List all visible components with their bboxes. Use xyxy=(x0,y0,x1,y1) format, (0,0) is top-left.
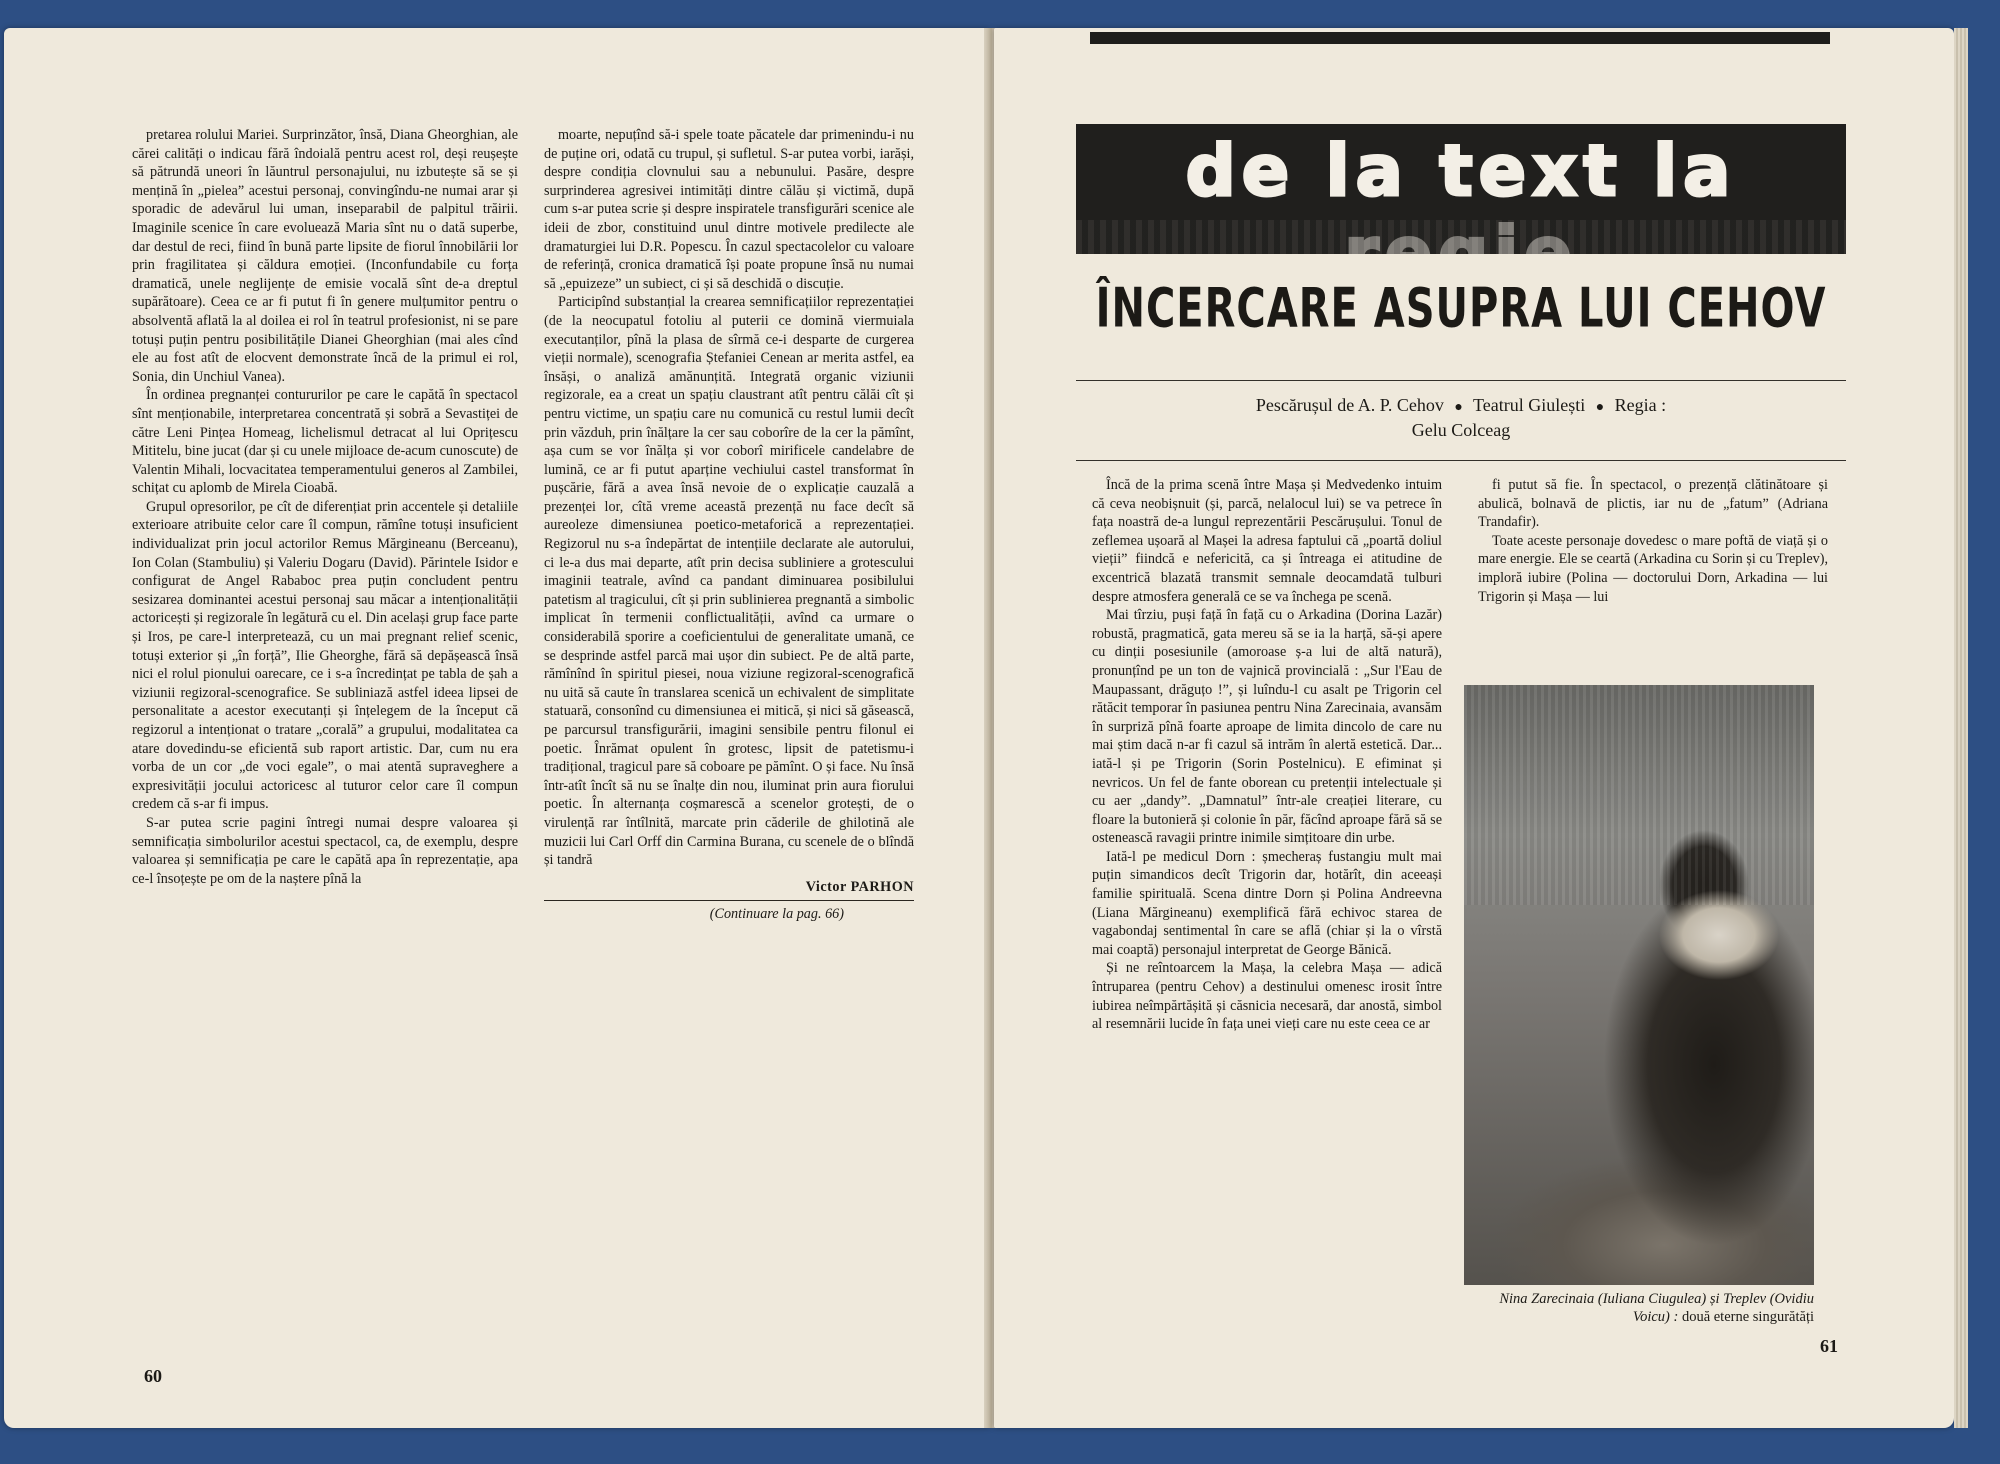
stage-photo xyxy=(1464,685,1814,1285)
paragraph: În ordinea pregnanței contururilor pe care le capătă în spectacol sînt menționabile, interpretarea concentrată și sobră a Sevastiței de către Leni Pințea Homeag, lichelismul detracat al lui Oprițescu Mititelu, bine jucat (dar și cu unele mijloace de-acum cunoscute) de Valentin Mihali, locvacitatea temperamentului generos al Zambilei, schițat cu aplomb de Mirela Cioabă. xyxy=(132,387,518,497)
credits-theatre: Teatrul Giulești xyxy=(1472,395,1586,415)
right-page xyxy=(994,28,1954,1428)
credits-play: Pescărușul de A. P. Cehov xyxy=(1255,395,1444,415)
credits-rule-bottom xyxy=(1076,460,1846,461)
bullet-icon: ● xyxy=(1454,400,1463,415)
bullet-icon: ● xyxy=(1595,400,1605,415)
book-cover-top xyxy=(0,0,2000,28)
paragraph: fi putut să fie. În spectacol, o prezență clătinătoare și abulică, bolnavă de plictis, iar nu de „fatum” (Adriana Trandafir). xyxy=(1478,477,1828,531)
right-column-1 xyxy=(1092,476,1442,1328)
left-page xyxy=(4,28,990,1428)
signature-rule xyxy=(544,900,914,901)
photo-caption xyxy=(1464,1290,1814,1326)
banner-texture xyxy=(1076,220,1846,254)
right-column-2 xyxy=(1478,476,1828,676)
paragraph: moarte, nepuțînd să-i spele toate păcatele dar primenindu-i nu de puține ori, odată cu trupul, și sufletul. S-ar putea vorbi, iarăși, despre condiția clovnului sau a nebunului. Pasăre, despre surprinderea agresivei intimități dintre călău și victimă, după cum s-ar putea scrie și despre inspiratele transfigurări scenice ale ideii de zbor, constituind unul dintre motivele predilecte ale dramaturgiei lui D.R. Popescu. În cazul spectacolelor cu valoare de referință, cronica dramatică își poate propune însă nu numai să „epuizeze” un subiect, ci și să deschidă o discuție. xyxy=(544,127,914,292)
page-number-left: 60 xyxy=(144,1366,162,1386)
paragraph: Și ne reîntoarcem la Mașa, la celebra Mașa — adică întruparea (pentru Cehov) a destinului omenesc irosit între iubirea neîmpărtășită și căsnicia necesară, dar anostă, simbol al resemnării lucide în fața unei vieți care nu este ceea ce ar xyxy=(1092,960,1442,1033)
author-signature: Victor PARHON xyxy=(805,878,914,895)
article-headline: ÎNCERCARE ASUPRA LUI CEHOV xyxy=(1095,278,1827,341)
banner-title: de la text la xyxy=(1185,130,1737,212)
top-rule xyxy=(1090,32,1830,44)
paragraph: Iată-l pe medicul Dorn : șmecheraș fustangiu mult mai puțin simandicos decît Trigorin dar, hotărît, din aceeași familie spirituală. Scena dintre Dorn și Polina Andreevna (Liana Mărgineanu) exemplifică fără echivoc starea de vagabondaj sentimental în care se află (chiar și la o vîrstă mai coaptă) personajul interpretat de George Bănică. xyxy=(1092,848,1442,958)
credits-director: Gelu Colceag xyxy=(1411,420,1511,440)
left-column-2 xyxy=(544,126,914,1396)
paragraph: Participînd substanțial la crearea semnificațiilor reprezentației (de la neocupatul fotoliu al puterii ce domină viermuiala executanților, pînă la plasa de sîrmă ce-i desparte de curgerea vieții normale), scenografia Ștefaniei Cenean ar merita astfel, ea însăși, o analiză amănunțită. Integrată organic viziunii regizorale, ea a creat un spațiu claustrant atît pentru călăi cît și pentru victime, un spațiu care nu comunică cu restul lumii decît prin văzduh, prin înălțare la cer sau coborîre de la cer la pămînt, așa cum se vor înălța și vor coborî mirificele candelabre de lumină, ce ar fi putut aparține vechiului castel transformat în pușcărie, fără a avea însă nevoie de o explicație cauzală a prezenței lor, cîtă vreme această prezență nu face decît să aureoleze dimensiunea poetico-metaforică a reprezentației. Regizorul nu s-a îndepărtat de intențiile declarate ale autorului, ci le-a dus mai departe, atît prin decisa subliniere a grotescului imaginii teatrale, avînd ca pandant diminuarea posibilului patetism al tragicului, cît și prin sublinierea pregnantă a simbolic implicat în termenii conflictualității, avînd ca urmare o considerabilă sporire a coeficientului de generalitate umană, ce se desprinde astfel parcă mai ușor din subiect. Pe de altă parte, rămînînd în spiritul piesei, noua viziune regizoral-scenografică nu uită să caute în translarea scenică un echivalent de simplitate statuară, consonînd cu dimensiunea ei mitică, și nici să găsească, pe parcursul transfigurării, imagini sensibile pentru filonul ei poetic. Înrămat opulent în grotesc, lipsit de patetismu-i tradițional, tragicul pare să coboare pe pămînt. O și face. Nu însă într-atît încît să nu se înalțe din nou, iluminat prin aura fiorului poetic. În alternanța coșmarescă a scenelor grotești, de o virulență rar întîlnită, marcate prin căderile de ghilotină ale muzicii lui Carl Orff din Carmina Burana, cu scenele de o blîndă și tandră xyxy=(544,294,914,869)
paragraph: S-ar putea scrie pagini întregi numai despre valoarea și semnificația simbolurilor acestui spectacol, ca, de exemplu, despre valoarea și semnificația pe care le capătă apa în reprezentație, apa ce-l însoțește pe om de la naștere pînă la xyxy=(132,814,518,887)
paragraph: Încă de la prima scenă între Mașa și Medvedenko intuim că ceva neobișnuit (și, parcă, nelalocul lui) se va petrece în fața noastră de-a lungul reprezentării Pescărușului. Tonul de zeflemea ușoară al Mașei la adresa faptului că „poartă doliul vieții” fiindcă e nefericită, ca și întreaga ei atitudine de excentrică blazată transmit semnale deocamdată tulburi despre atmosfera generală ce se va închega pe scenă. xyxy=(1092,477,1442,605)
photo-caption-names: Nina Zarecinaia (Iuliana Ciugulea) și Treplev (Ovidiu Voicu) : xyxy=(1499,1291,1814,1325)
paragraph: Toate aceste personaje dovedesc o mare poftă de viață și o mare energie. Ele se ceartă (Arkadina cu Sorin și cu Treplev), imploră iubire (Polina — doctorului Dorn, Arkadina — lui Trigorin și Mașa — lui xyxy=(1478,532,1828,605)
paragraph: pretarea rolului Mariei. Surprinzător, însă, Diana Gheorghian, ale cărei calități o indicau fără îndoială pentru acest rol, deși reușește să pătrundă uneori în lăuntrul personajului, nu izbutește să se și mențină în „pielea” acestui personaj, convingîndu-ne numai arar și sporadic de adevărul lui uman, inseparabil de palpitul trăirii. Imaginile scenice în care evoluează Maria sînt nu o dată superbe, dar destul de reci, fiind în bună parte lipsite de fiorul înnobilării lor prin fragilitatea și căldura emoției. (Inconfundabile cu forța dramatică, unele neglijențe de emisie vocală sînt de-a dreptul supărătoare). Ceea ce ar fi putut fi în genere mulțumitor pentru o absolventă aflată la al doilea ei rol în teatrul profesionist, ni se pare totuși puțin pentru posibilitățile Dianei Gheorghian (mai ales cînd ele au fost atît de elocvent demonstrate încă de la primul ei rol, Sonia, din Unchiul Vanea). xyxy=(132,127,518,385)
photo-caption-text: două eterne singurătăți xyxy=(1681,1309,1814,1325)
paragraph: Mai tîrziu, puși față în față cu o Arkadina (Dorina Lazăr) robustă, pragmatică, gata mereu să se ia la harță, să-și apere cu dinții posesiunile (amoroase ș-a lui de altă natură), pronunțînd pe un ton de vajnică provincială : „Sur l'Eau de Maupassant, drăguțo !”, și luîndu-l cu asalt pe Trigorin cel rătăcit temporar în pasiunea pentru Nina Zarecinaia, avansăm în surpriză pînă foarte aproape de limita dincolo de care nu mai știm dacă n-ar fi cazul să intrăm în alertă estetică. Dar... iată-l și pe Trigorin (Sorin Postelnicu). E efiminat și nevricos. Un fel de fante oborean cu pretenții intelectuale și cu aer „dandy”. „Damnatul” într-ale creației literare, cu floare la butonieră și colonie în păr, făcînd aproape fără să se ostenească ravagii printre inimile simțitoare din urbe. xyxy=(1092,607,1442,847)
page-edges xyxy=(1954,28,1968,1428)
credits-rule-top xyxy=(1076,380,1846,381)
page-number-right: 61 xyxy=(1820,1336,1838,1356)
section-banner xyxy=(1076,124,1846,254)
play-credits xyxy=(1076,394,1846,441)
left-column-1 xyxy=(132,126,518,1351)
credits-director-label: Regia : xyxy=(1614,395,1667,415)
paragraph: Grupul opresorilor, pe cît de diferențiat prin accentele și detaliile exterioare atribuite celor care îl compun, rămîne totuși insuficient individualizat prin jocul actorilor Remus Mărgineanu (Berceanu), Ion Colan (Stambuliu) și Valeriu Dogaru (David). Părintele Isidor e configurat de Angel Rababoc prea puțin concludent pentru sesizarea dominantei acestui personaj sau măcar a intenționalității actoricești și regizorale în legătură cu el. Din același grup face parte și Iros, pe care-l interpretează, cu un mai pregnant relief scenic, totuși exterior și „în forță”, Ilie Gheorghe, fără să depășească însă nici el rolul pionului oarecare, ce i s-a încredințat pe tabla de șah a viziunii regizoral-scenografice. Se subliniază astfel ideea lipsei de personalitate a acestor executanți și înțelegem de la început că regizorul a intenționat o tratare „corală” a grupului, modalitatea ca atare dovedindu-se eficientă sub raport artistic. Dar, cum nu era vorba de un cor „de voci egale”, o mai atentă supraveghere a expresivității jocului actoricesc al tuturor celor care îl compun credem că s-ar fi impus. xyxy=(132,498,518,813)
continuation-note: (Continuare la pag. 66) xyxy=(709,906,844,923)
